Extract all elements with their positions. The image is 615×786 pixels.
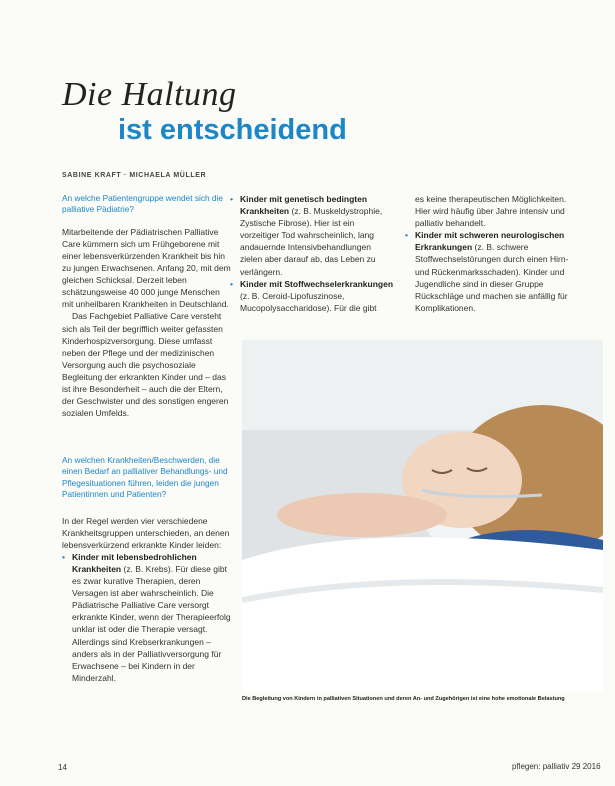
bullet-icon: • bbox=[62, 551, 65, 562]
list-item: • Kinder mit Stoffwechselerkrankungen (z. B. Ceroid-Lipofuszinose, Mucopolysaccharidose). Für die gibt bbox=[230, 278, 394, 313]
bullet-icon: • bbox=[405, 230, 408, 241]
bullet-list-1 bbox=[62, 551, 232, 684]
question-2: An welchen Krankheiten/Beschwerden, die einen Bedarf an palliativer Behandlungs- und Pflegesituationen führen, leiden die jungen Patientinnen und Patienten? bbox=[62, 455, 228, 500]
title-line-1: Die Haltung bbox=[62, 76, 237, 113]
list-item: • Kinder mit lebensbedrohlichen Krankheiten (z. B. Krebs). Für diese gibt es zwar kurative Therapien, deren Versagen ist aber wahrscheinlich. Die Pädiatrische Palliative Care versorgt erkrankte Kinder, wenn der Therapieerfolg unklar ist oder die Therapie versagt. Allerdings sind Krebserkrankungen – anders als in der Palliativversorgung für Erwachsene – bei Kindern in der Minderzahl. bbox=[62, 551, 231, 683]
column-3 bbox=[405, 193, 575, 314]
bullet-list-3 bbox=[405, 229, 575, 314]
list-item: • Kinder mit genetisch bedingten Krankheiten (z. B. Muskeldystrophie, Zystische Fibrose). Hier ist ein vorzeitiger Tod wahrscheinlich, lang andauernde Intensivbehandlungen zielen aber darauf ab, das Leben zu verlängern. bbox=[230, 194, 383, 277]
paragraph-4: es keine therapeutischen Möglichkeiten. Hier wird häufig über Jahre intensiv und palliativ behandelt. bbox=[415, 194, 567, 229]
bullet-icon: • bbox=[230, 278, 233, 289]
list-item: • Kinder mit schweren neurologischen Erkrankungen (z. B. schwere Stoffwechselstörungen durch einen Hirn- und Rückenmarksschaden). Kinder und Jugendliche sind in dieser Gruppe Rückschläge und machen sie anfällig für Komplikationen. bbox=[405, 230, 569, 313]
photo-child-in-bed bbox=[242, 340, 603, 692]
column-2 bbox=[230, 193, 395, 314]
paragraph-1: Mitarbeitende der Pädiatrischen Palliative Care kümmern sich um Frühgeborene mit einer lebensverkürzenden Krankheit bis hin zu jungen Erwachsenen. Anfang 20, mit dem gleichen Schicksal. Derzeit leben schätzungsweise 40 000 junge Menschen mit unheilbaren Krankheiten in Deutschland. bbox=[62, 226, 231, 310]
authors: SABINE KRAFT · MICHAELA MÜLLER bbox=[62, 172, 207, 179]
photo-illustration bbox=[242, 340, 603, 692]
question-1: An welche Patientengruppe wendet sich die palliative Pädiatrie? bbox=[62, 193, 223, 215]
bullet-list-2 bbox=[230, 193, 395, 314]
column-1-lower bbox=[62, 455, 232, 684]
bullet-icon: • bbox=[230, 194, 233, 204]
journal-name: pflegen: palliativ 29 2016 bbox=[512, 762, 601, 771]
title-line-2: ist entscheidend bbox=[118, 114, 347, 146]
photo-caption: Die Begleitung von Kindern in palliativen Situationen und deren An- und Zugehörigen ist eine hohe emotionale Belastung bbox=[242, 696, 565, 702]
column-1 bbox=[62, 193, 232, 419]
paragraph-2: Das Fachgebiet Palliative Care versteht sich als Teil der begrifflich weiter gefassten Kinderhospizversorgung. Diese umfasst neben der Pflege und der medizinischen Versorgung auch die psychosoziale Begleitung der erkrankten Kinder und – das ist ihre Besonderheit – auch die der Eltern, der Geschwister und des sonstigen engeren sozialen Umfelds. bbox=[62, 311, 229, 419]
paragraph-3: In der Regel werden vier verschiedene Krankheitsgruppen unterschieden, an denen lebensverkürzend erkrankte Kinder leiden: bbox=[62, 515, 230, 550]
page-number: 14 bbox=[58, 763, 67, 772]
